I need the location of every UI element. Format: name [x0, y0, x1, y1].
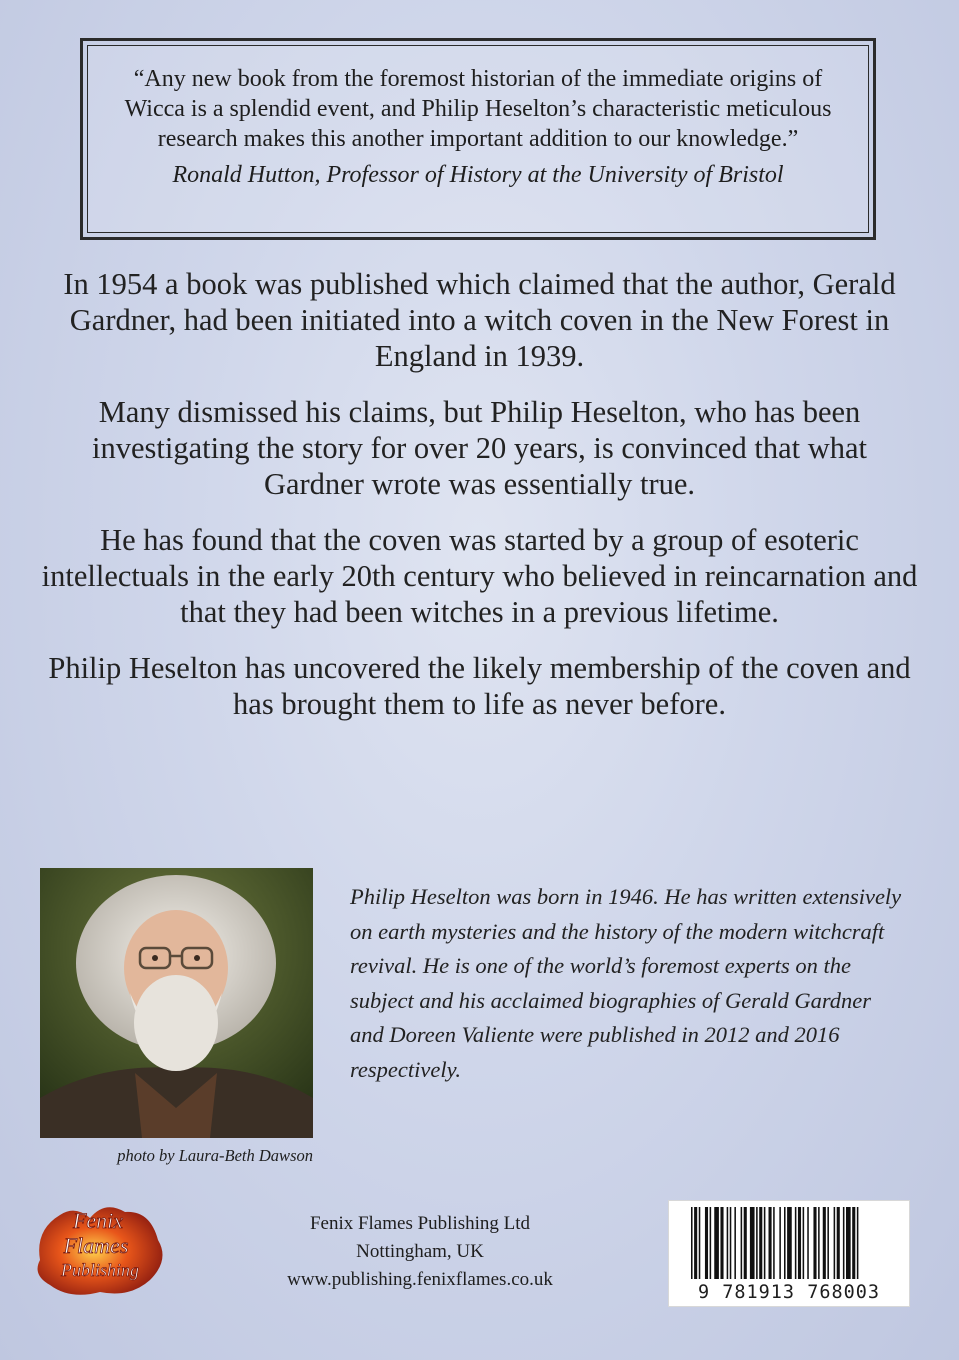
publisher-location: Nottingham, UK — [356, 1241, 484, 1262]
barcode-bar — [798, 1207, 801, 1279]
endorsement-inner — [87, 45, 869, 233]
blurb-paragraph: In 1954 a book was published which claimed that the author, Gerald Gardner, had been initiated into a witch coven in the New Forest in England in 1939. — [63, 267, 896, 373]
logo-text-line: Flames — [63, 1233, 129, 1258]
barcode-bar — [823, 1207, 826, 1279]
barcode-bar — [787, 1207, 792, 1279]
barcode-bar — [834, 1207, 836, 1279]
barcode-bar — [727, 1207, 729, 1279]
barcode-bar — [773, 1207, 775, 1279]
barcode-bar — [714, 1207, 719, 1279]
barcode-bar — [750, 1207, 755, 1279]
endorsement-quote: “Any new book from the foremost historian of the immediate origins of Wicca is a splendid event, and Philip Heselton’s characteristic meticulous research makes this another important addition to our knowledge.” — [124, 66, 832, 152]
barcode-bar — [803, 1207, 805, 1279]
author-portrait-illustration — [40, 868, 313, 1138]
author-photo — [40, 868, 313, 1138]
barcode-bar — [730, 1207, 732, 1279]
publisher-info — [250, 1210, 590, 1294]
author-bio: Philip Heselton was born in 1946. He has written extensively on earth mysteries and the history of the modern witchcraft revival. He is one of the world’s foremost experts on the subject and his acclaimed biographies of Gerald Gardner and Doreen Valiente were published in 2012 and 2016 respectively. — [350, 884, 902, 1082]
barcode-bar — [699, 1207, 701, 1279]
barcode-number: 9 781913 768003 — [697, 1282, 881, 1303]
barcode-bar — [710, 1207, 712, 1279]
barcode-bar — [759, 1207, 762, 1279]
barcode-bar — [843, 1207, 845, 1279]
blurb — [40, 266, 919, 742]
barcode-bar — [705, 1207, 708, 1279]
barcode-bar — [691, 1207, 693, 1279]
barcode-bar — [807, 1207, 809, 1279]
isbn-barcode — [668, 1200, 910, 1307]
publisher-name: Fenix Flames Publishing Ltd — [309, 1213, 531, 1234]
barcode-bar — [852, 1207, 855, 1279]
blurb-paragraph: He has found that the coven was started by a group of esoteric intellectuals in the early 20th century who believed in reincarnation and that they had been witches in a previous lifetime. — [41, 523, 918, 629]
barcode-bar — [769, 1207, 772, 1279]
barcode-bar — [741, 1207, 743, 1279]
barcode-bar — [734, 1207, 736, 1279]
barcode-bar — [857, 1207, 859, 1279]
barcode-bar — [837, 1207, 840, 1279]
barcode-bar — [720, 1207, 723, 1279]
logo-text-line: Publishing — [60, 1260, 140, 1280]
barcode-bar — [744, 1207, 747, 1279]
endorsement-attribution: Ronald Hutton, Professor of History at the University of Bristol — [172, 162, 784, 188]
barcode-bar — [764, 1207, 766, 1279]
barcode-bars — [669, 1207, 909, 1287]
barcode-bar — [756, 1207, 758, 1279]
barcode-bar — [827, 1207, 829, 1279]
barcode-bar — [779, 1207, 781, 1279]
barcode-bar — [784, 1207, 786, 1279]
blurb-paragraph: Philip Heselton has uncovered the likely membership of the coven and has brought them to life as never before. — [48, 651, 911, 721]
barcode-bar — [818, 1207, 820, 1279]
barcode-bar — [846, 1207, 851, 1279]
barcode-bar — [694, 1207, 697, 1279]
logo-text-line: Fenix — [72, 1208, 124, 1233]
publisher-logo — [30, 1200, 170, 1300]
barcode-bar — [813, 1207, 816, 1279]
blurb-paragraph: Many dismissed his claims, but Philip Heselton, who has been investigating the story for over 20 years, is convinced that what Gardner wrote was essentially true. — [91, 395, 867, 501]
photo-credit: photo by Laura-Beth Dawson — [117, 1146, 313, 1165]
publisher-website: www.publishing.fenixflames.co.uk — [287, 1269, 553, 1290]
barcode-bar — [795, 1207, 797, 1279]
endorsement-box — [80, 38, 876, 240]
